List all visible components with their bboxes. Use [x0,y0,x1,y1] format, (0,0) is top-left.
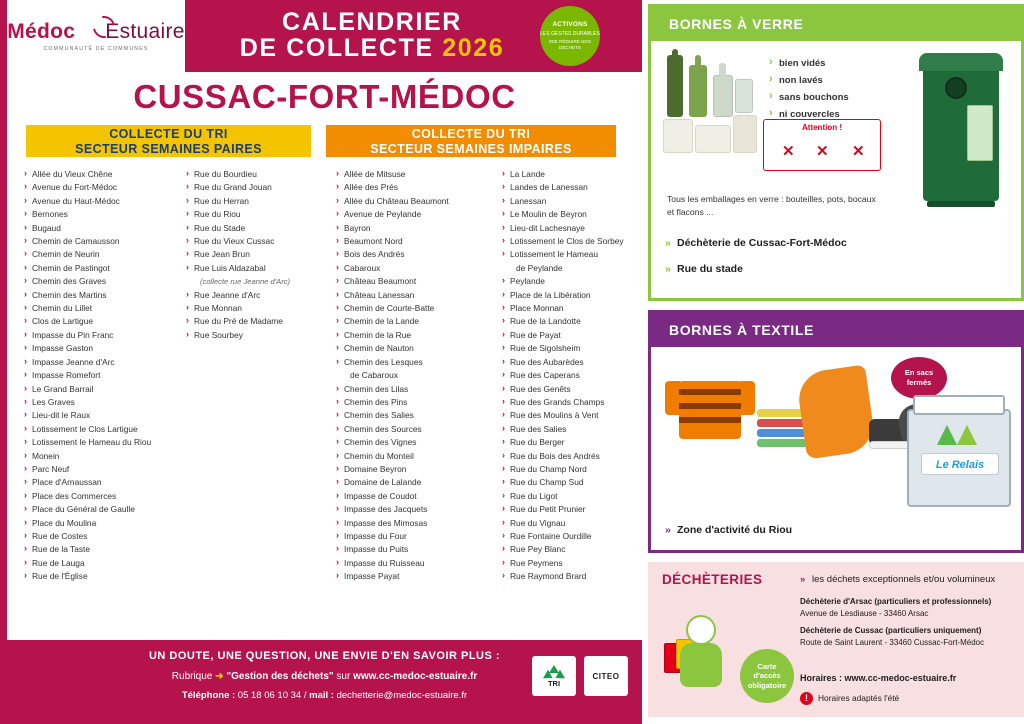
list-item: › Rue de la Landotte [502,315,657,328]
list-item: › Allée de Mitsuse [336,168,501,181]
list-item: › Rue du Champ Sud [502,476,657,489]
logo-text-estuaire: Estuaire [105,20,185,43]
list-item: › Chemin des Lilas [336,383,501,396]
badge-line-1: ACTIVONS [552,21,588,28]
access-card-line-2: d'accès [753,671,781,681]
list-item: › Rue Fontaine Ourdille [502,530,657,543]
list-item: › Chemin de Nauton [336,342,501,355]
decheteries-card [648,562,1024,717]
list-item: › sans bouchons [769,89,879,106]
badge-line-3: #DE RÉDUIRE NOS DÉCHETS [548,39,592,50]
list-item: › Rue du Bourdieu [186,168,326,181]
list-item: › Impasse Gaston [24,342,184,355]
list-item: › Rue des Aubarèdes [502,356,657,369]
list-item: › Rue Sourbey [186,329,326,342]
citeo-logo-text: CITEO [592,671,620,681]
list-item: › Clos de Lartigue [24,315,184,328]
list-item: › Rue du Vignau [502,517,657,530]
list-item: › Rue des Salies [502,423,657,436]
footer-rubrique-label: Rubrique [171,671,213,682]
street-column-1 [24,168,184,584]
list-item: › Chemin des Lesques [336,356,501,369]
list-item: › Parc Neuf [24,463,184,476]
list-item: › Les Graves [24,396,184,409]
list-item: › Rue du Stade [186,222,326,235]
list-item: › Rue du Petit Prunier [502,503,657,516]
list-item: › Rue des Caperans [502,369,657,382]
relais-brand-label: Le Relais [921,453,999,475]
list-item: › Impasse du Four [336,530,501,543]
list-item: › Peylande [502,275,657,288]
list-item: › Château Beaumont [336,275,501,288]
list-item: › Rue de l'Église [24,570,184,583]
list-item: › bien vidés [769,55,879,72]
title-year: 2026 [442,34,505,62]
arrow-icon: ➜ [215,671,224,682]
list-item: › Impasse des Jacquets [336,503,501,516]
decheteries-hours [800,673,956,683]
list-item: › Rue du Herran [186,195,326,208]
list-item: › Rue des Grands Champs [502,396,657,409]
glass-locations [665,237,1015,289]
glass-note: Tous les emballages en verre : bouteilles, pots, bocaux et flacons ... [667,194,876,217]
eco-badge [540,6,600,66]
list-item: › Rue Luis Aldazabal [186,262,326,275]
list-item: › Rue Monnan [186,302,326,315]
list-item: › Avenue du Haut-Médoc [24,195,184,208]
list-item: › non lavés [769,72,879,89]
bagged-badge [891,357,947,399]
list-item: › Rue des Genêts [502,383,657,396]
street-list-even-1 [24,168,184,584]
list-item: › Chemin du Lillet [24,302,184,315]
list-item: › La Lande [502,168,657,181]
list-item: › Rue du Vieux Cussac [186,235,326,248]
bottles-illustration [659,49,764,174]
cross-icon: ✕ [816,143,829,160]
list-item: › Rue Raymond Brard [502,570,657,583]
list-item: › Rue de Lauga [24,557,184,570]
footer-sur: sur [336,671,351,682]
title-line-1: CALENDRIER [282,8,462,36]
banner-even-line-2: SECTEUR SEMAINES PAIRES [75,142,262,156]
list-item: › Place Monnan [502,302,657,315]
list-item: › Chemin des Sources [336,423,501,436]
list-item: › Place de la Libération [502,289,657,302]
list-item: › Bugaud [24,222,184,235]
footer-mail-label: mail : [309,690,334,701]
list-item: › Bayron [336,222,501,235]
scarf-illustration [795,365,876,460]
citeo-logo [584,656,628,696]
hours-label: Horaires : [800,673,843,683]
list-item: › Domaine de Lalande [336,476,501,489]
footer-headline: UN DOUTE, UNE QUESTION, UNE ENVIE D'EN SAVOIR PLUS : [148,650,501,662]
shirt-illustration [665,371,757,449]
left-edge-bar [0,0,7,724]
glass-card-title: BORNES À VERRE [651,7,1021,41]
right-panel [648,0,1024,724]
logo-subtitle: COMMUNAUTÉ DE COMMUNES [43,46,149,52]
tri-logo [532,656,576,696]
title-line-2: DE COLLECTE [239,34,434,62]
access-card-line-1: Carte [757,661,777,671]
list-item: › Impasse Romefort [24,369,184,382]
list-item: › Rue du Grand Jouan [186,181,326,194]
footer-logos [532,656,628,696]
tri-logo-text: TRI [547,678,561,688]
list-item: › Avenue du Fort-Médoc [24,181,184,194]
list-item: › Place d'Arnaussan [24,476,184,489]
list-item: › Lieu-dit Lachesnaye [502,222,657,235]
list-item: › Rue Jean Brun [186,248,326,261]
list-item: › Impasse du Puits [336,543,501,556]
logo-text-medoc: Médoc [7,20,76,43]
dechterie-1-name: Déchèterie d'Arsac (particuliers et professionnels) [800,597,992,606]
list-item: de Cabaroux [350,370,398,381]
list-item: › Château Lanessan [336,289,501,302]
summer-hours-text: Horaires adaptés l'été [818,693,900,703]
list-item: › Impasse du Pin Franc [24,329,184,342]
list-item: › Rue des Moulins à Vent [502,409,657,422]
attention-box [763,119,881,171]
footer-website[interactable]: www.cc-medoc-estuaire.fr [353,671,478,682]
list-item: › Rue du Ligot [502,490,657,503]
footer-phone: 05 18 06 10 34 [237,690,302,701]
list-item: › Rue du Riou [186,208,326,221]
list-item: › Chemin de Camausson [24,235,184,248]
cross-icon: ✕ [782,143,795,160]
list-item: › Rue de Costes [24,530,184,543]
street-list-odd-1 [336,168,501,584]
list-item: › Chemin de Pastingot [24,262,184,275]
street-column-2 [186,168,326,342]
bottom-edge-bar [0,717,642,724]
decheteries-subtitle: » les déchets exceptionnels et/ou volumineux [800,574,995,585]
glass-card [648,4,1024,301]
textile-bin-illustration [907,395,1011,507]
footer-rubrique-value: "Gestion des déchets" [226,671,334,682]
list-item: › Bernones [24,208,184,221]
logo [7,0,185,72]
glass-location-2: » Rue du stade [665,263,1015,275]
list-item: › Rue Peymens [502,557,657,570]
bagged-badge-line-2: fermés [906,378,932,387]
list-item: › Lotissement le Hameau [502,248,657,261]
dechterie-1-address: Avenue de Lesdiause - 33460 Arsac [800,609,929,618]
list-item: › Chemin de Neurin [24,248,184,261]
list-item: › Lotissement le Clos de Sorbey [502,235,657,248]
list-item: › Allée du Château Beaumont [336,195,501,208]
list-item: › Rue du Pré de Madame [186,315,326,328]
list-item: › Chemin de Courte-Batte [336,302,501,315]
street-list-odd-2 [502,168,657,584]
list-item: › Impasse Payat [336,570,501,583]
list-item: › Place du Général de Gaulle [24,503,184,516]
exclamation-icon: ! [800,692,813,705]
summer-hours-note [800,693,899,703]
list-item: › Le Grand Barrail [24,383,184,396]
footer-contact: UN DOUTE, UNE QUESTION, UNE ENVIE D'EN SAVOIR PLUS : Rubrique ➜ "Gestion des déchets" sur www.cc-medoc-estuaire.fr Téléphone : 05 18 06 10 34 / mail : dechetterie@medoc-estuaire.fr TRI CITEO [7,640,642,717]
bagged-badge-line-1: En sacs [904,368,934,377]
dechterie-2-name: Déchèterie de Cussac (particuliers uniquement) [800,626,982,635]
list-item: › Chemin des Vignes [336,436,501,449]
list-item: › Allée du Vieux Chêne [24,168,184,181]
list-item: › Domaine Beyron [336,463,501,476]
list-item: › Cabaroux [336,262,501,275]
street-column-4 [502,168,657,584]
list-item: › Beaumont Nord [336,235,501,248]
glass-card-body [651,41,1021,300]
footer-phone-label: Téléphone : [181,690,236,701]
list-item: › Chemin du Monteil [336,450,501,463]
list-item: › Chemin de la Rue [336,329,501,342]
street-column-3 [336,168,501,584]
glass-requirements-list [769,55,879,123]
list-item: › Rue de Sigolsheim [502,342,657,355]
list-item: › Allée des Prés [336,181,501,194]
list-item: › Place des Commerces [24,490,184,503]
list-item: › Lotissement le Hameau du Riou [24,436,184,449]
decheteries-title: DÉCHÈTERIES [662,572,763,587]
street-list-even-2 [186,168,326,342]
recycle-icon [544,665,564,679]
page-title [197,9,547,61]
list-item: › Lanessan [502,195,657,208]
banner-odd-line-1: COLLECTE DU TRI [411,127,531,141]
list-item: › Landes de Lanessan [502,181,657,194]
list-item: › Avenue de Peylande [336,208,501,221]
glass-location-1: » Déchèterie de Cussac-Fort-Médoc [665,237,1015,249]
header-banner [7,0,642,72]
textile-card-title: BORNES À TEXTILE [651,313,1021,347]
list-item: › Rue du Bois des Andrés [502,450,657,463]
list-item: › Impasse Jeanne d'Arc [24,356,184,369]
attention-label: Attention ! [802,123,842,132]
list-item: › Rue du Champ Nord [502,463,657,476]
banner-even-line-1: COLLECTE DU TRI [109,127,228,141]
mascot-illustration [662,609,742,709]
list-item: › Rue Pey Blanc [502,543,657,556]
hours-website[interactable]: www.cc-medoc-estuaire.fr [844,673,957,683]
footer-mail[interactable]: dechetterie@medoc-estuaire.fr [336,690,468,701]
textile-card [648,310,1024,553]
list-item: › Impasse des Mimosas [336,517,501,530]
list-item: › Monein [24,450,184,463]
glass-bin-illustration [915,53,1007,203]
banner-odd-line-2: SECTEUR SEMAINES IMPAIRES [370,142,572,156]
list-item: › Chemin des Martins [24,289,184,302]
list-item: › Rue de la Taste [24,543,184,556]
list-item: › Impasse de Coudot [336,490,501,503]
list-item: › Chemin des Salies [336,409,501,422]
list-item: › Lotissement le Clos Lartigue [24,423,184,436]
list-item: › Chemin de la Lande [336,315,501,328]
textile-location: » Zone d'activité du Riou [665,524,792,536]
list-item: › Rue du Berger [502,436,657,449]
badge-line-2: LES GESTES DURABLES [540,31,600,37]
list-item: › ni couvercles [769,106,879,123]
list-item: de Peylande [516,262,563,273]
list-item: › Lieu-dit le Raux [24,409,184,422]
textile-card-body [651,347,1021,552]
banner-even-weeks [26,125,311,157]
dechterie-2-address: Route de Saint Laurent - 33460 Cussac-Fort-Médoc [800,638,985,647]
list-item: › Chemin des Graves [24,275,184,288]
decheteries-list [800,596,1015,654]
list-item: › Bois des Andrés [336,248,501,261]
list-item: › Rue de Payat [502,329,657,342]
list-item: › Chemin des Pins [336,396,501,409]
access-card-badge [740,649,794,703]
list-item: › Rue Jeanne d'Arc [186,289,326,302]
list-item: › Le Moulin de Beyron [502,208,657,221]
banner-odd-weeks [326,125,616,157]
list-item: › Place du Moulina [24,517,184,530]
commune-name: CUSSAC-FORT-MÉDOC [133,78,516,115]
list-item-note: (collecte rue Jeanne d'Arc) [200,277,291,287]
access-card-line-3: obligatoire [747,680,787,690]
cross-icon: ✕ [852,143,865,160]
list-item: › Impasse du Ruisseau [336,557,501,570]
